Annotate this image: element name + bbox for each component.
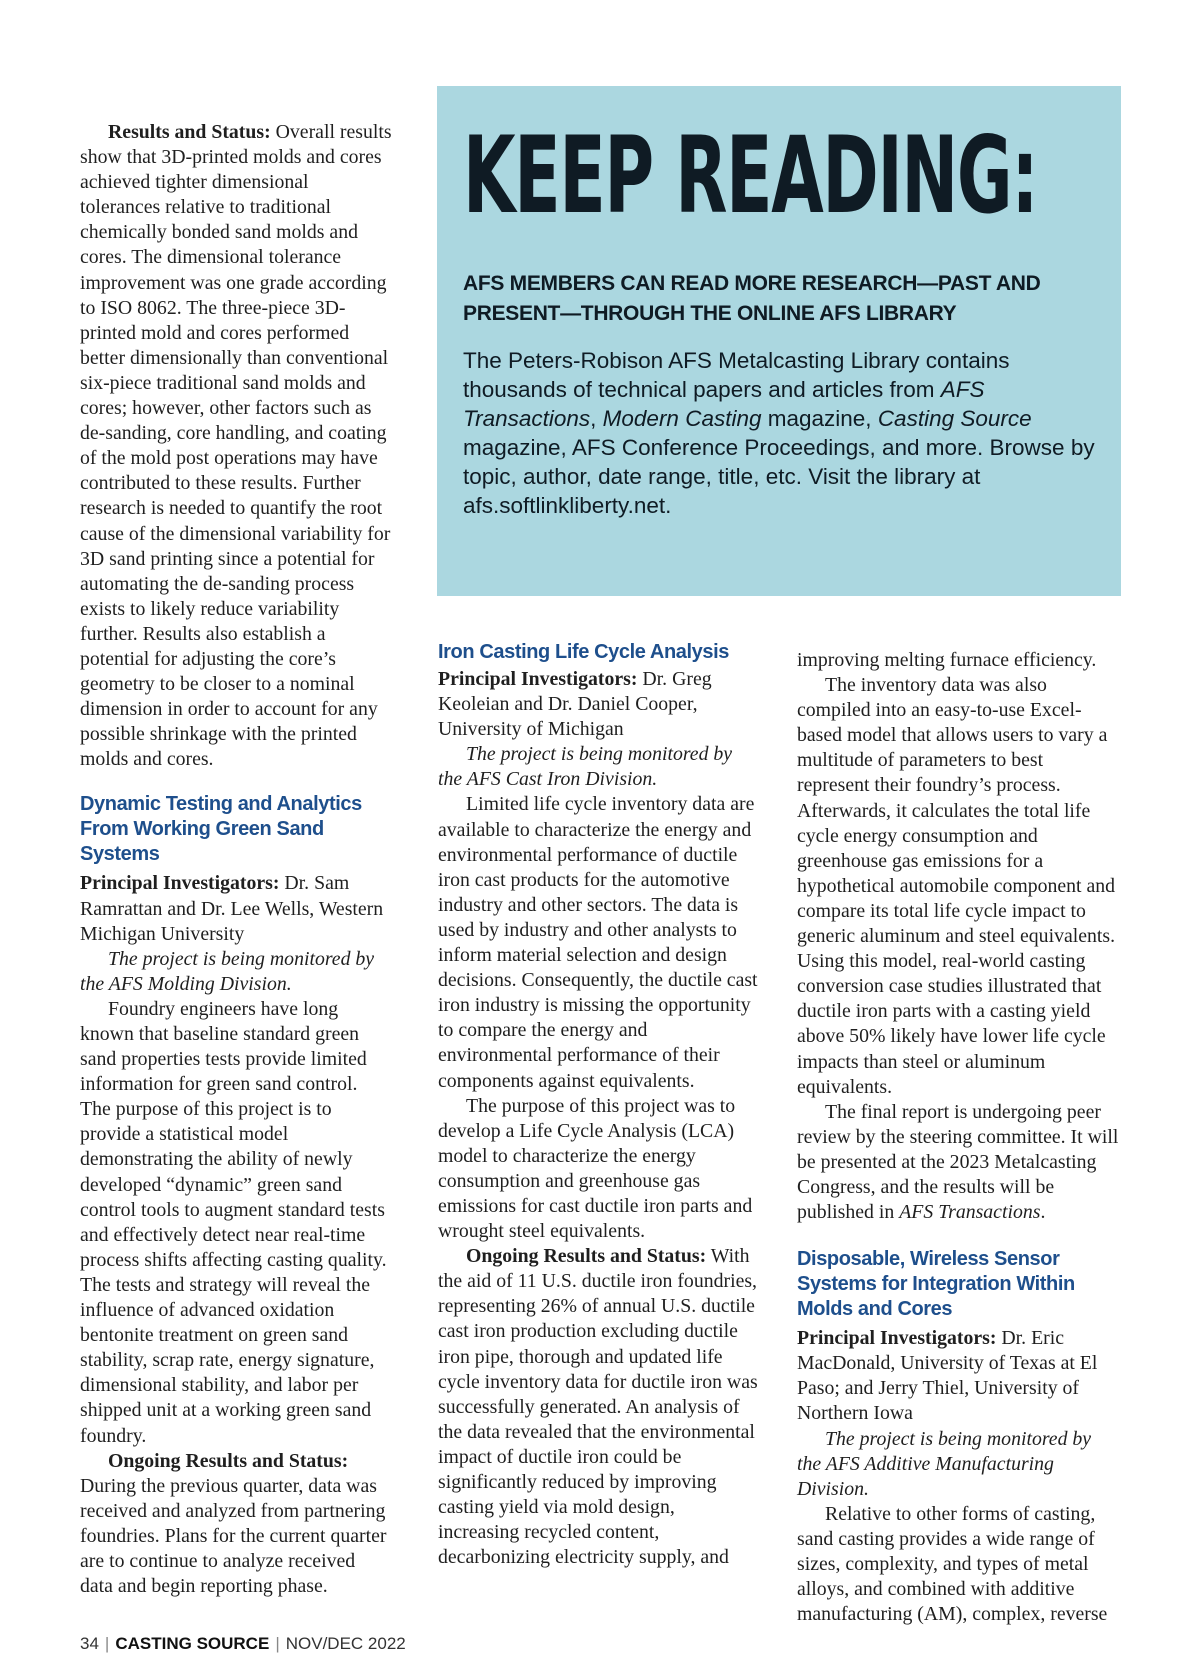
footer-separator: | — [275, 1634, 280, 1653]
article-column-1 — [80, 120, 392, 1599]
results-status-text: Overall results show that 3D-printed molds and cores achieved tighter dimensional tolerances relative to traditional chemically bonded sand molds and cores. The dimensional tolerance improvement was one grade according to ISO 8062. The three-piece 3D-printed mold and cores performed better dimensionally than conventional six-piece traditional sand molds and cores; however, other factors such as de-sanding, core handling, and coating of the mold post operations may have contributed to these results. Further research is needed to quantify the root cause of the dimensional variability for 3D sand printing since a potential for automating the de-sanding process exists to likely reduce variability further. Results also establish a potential for adjusting the core’s geometry to be closer to a nominal dimension in order to account for any possible shrinkage with the printed molds and cores. — [80, 121, 392, 771]
final-report-italic: AFS Transactions — [899, 1201, 1041, 1224]
sensor-systems-monitor: The project is being monitored by the AFS Additive Manufacturing Division. — [797, 1427, 1092, 1500]
sensor-systems-body: Relative to other forms of casting, sand casting provides a wide range of sizes, complexity, and types of metal alloys, and combined with additive manufacturing (AM), complex, reverse — [797, 1502, 1108, 1626]
keep-reading-title: KEEP READING: — [463, 114, 1038, 237]
dynamic-testing-ongoing — [80, 1449, 392, 1600]
final-report-paragraph — [797, 1100, 1119, 1225]
iron-casting-investigators — [438, 667, 760, 742]
article-column-2 — [438, 640, 760, 1570]
promo-body-italic: AFS Transactions — [463, 377, 985, 431]
investigators-lead: Principal Investigators: — [438, 668, 638, 690]
results-status-paragraph — [80, 120, 392, 772]
promo-body-italic: Casting Source — [877, 406, 1032, 431]
iron-casting-heading: Iron Casting Life Cycle Analysis — [438, 641, 729, 663]
page-footer — [80, 1634, 406, 1654]
continued-text: improving melting furnace efficiency. — [797, 649, 1097, 671]
investigators-text: Dr. Eric MacDonald, University of Texas at El Paso; and Jerry Thiel, University of Northern Iowa — [797, 1327, 1098, 1425]
dynamic-testing-investigators — [80, 871, 392, 946]
dynamic-testing-monitor: The project is being monitored by the AFS Molding Division. — [80, 947, 375, 995]
promo-body-part: magazine, AFS Conference Proceedings, and more. Browse by topic, author, date range, title, etc. Visit the library at afs.softlinkliberty.net. — [463, 435, 1095, 518]
ongoing-lead: Ongoing Results and Status: — [108, 1449, 349, 1472]
ongoing-lead: Ongoing Results and Status: — [466, 1245, 707, 1268]
iron-casting-ongoing — [438, 1244, 760, 1570]
ongoing-text: With the aid of 11 U.S. ductile iron foundries, representing 26% of annual U.S. ductile cast iron production excluding ductile iron pipe, thorough and updated life cycle inventory data for ductile iron was successfully generated. An analysis of the data revealed that the environmental impact of ductile iron could be significantly reduced by improving casting yield via mold design, increasing recycled content, decarbonizing electricity supply, and — [438, 1245, 758, 1569]
promo-body-part: , — [590, 406, 603, 431]
page-number: 34 — [80, 1634, 99, 1653]
final-report-end: . — [1040, 1201, 1046, 1224]
final-report-text: The final report is undergoing peer review by the steering committee. It will be presented at the 2023 Metalcasting Congress, and the results will be published in — [797, 1100, 1119, 1224]
promo-body-part: The Peters-Robison AFS Metalcasting Library contains thousands of technical papers and articles from — [463, 348, 1010, 402]
article-column-3 — [797, 648, 1119, 1627]
sensor-systems-heading: Disposable, Wireless Sensor Systems for Integration Within Molds and Cores — [797, 1248, 1075, 1321]
issue-date: NOV/DEC 2022 — [285, 1634, 406, 1653]
ongoing-text: During the previous quarter, data was received and analyzed from partnering foundries. Plans for the current quarter are to continue to analyze received data and begin reporting phase. — [80, 1474, 387, 1598]
investigators-lead: Principal Investigators: — [80, 872, 280, 895]
keep-reading-subtitle: AFS MEMBERS CAN READ MORE RESEARCH—PAST AND PRESENT—THROUGH THE ONLINE AFS LIBRARY — [463, 272, 1041, 325]
results-status-lead: Results and Status: — [108, 121, 271, 143]
keep-reading-body — [463, 346, 1103, 520]
promo-body-italic: Modern Casting — [602, 406, 762, 431]
iron-casting-body-1: Limited life cycle inventory data are available to characterize the energy and environmental performance of ductile iron cast products for the automotive industry and other sectors. The data is used by industry and other analysts to inform material selection and design decisions. Consequently, the ductile cast iron industry is missing the opportunity to compare the energy and environmental performance of their components against equivalents. — [438, 793, 758, 1092]
iron-casting-monitor: The project is being monitored by the AFS Cast Iron Division. — [438, 743, 733, 791]
iron-casting-body-2: The purpose of this project was to develop a Life Cycle Analysis (LCA) model to characterize the energy consumption and greenhouse gas emissions for cast ductile iron parts and wrought steel equivalents. — [438, 1094, 753, 1243]
sensor-systems-investigators — [797, 1326, 1119, 1426]
dynamic-testing-heading: Dynamic Testing and Analytics From Working Green Sand Systems — [80, 793, 362, 866]
promo-body-part: magazine, — [761, 406, 878, 431]
keep-reading-box — [437, 86, 1121, 596]
investigators-text: Dr. Greg Keoleian and Dr. Daniel Cooper, University of Michigan — [438, 668, 712, 741]
inventory-paragraph: The inventory data was also compiled into an easy-to-use Excel-based model that allows users to vary a multitude of parameters to best represent their foundry’s process. Afterwards, it calculates the total life cycle energy consumption and greenhouse gas emissions for a hypothetical automobile component and compare its total life cycle impact to generic aluminum and steel equivalents. Using this model, real-world casting conversion case studies illustrated that ductile iron parts with a casting yield above 50% likely have lower life cycle impacts than steel or aluminum equivalents. — [797, 674, 1116, 1098]
investigators-text: Dr. Sam Ramrattan and Dr. Lee Wells, Western Michigan University — [80, 872, 384, 945]
footer-separator: | — [104, 1634, 110, 1653]
investigators-lead: Principal Investigators: — [797, 1327, 997, 1350]
publication-name: CASTING SOURCE — [115, 1634, 270, 1653]
dynamic-testing-body: Foundry engineers have long known that baseline standard green sand properties tests provide limited information for green sand control. The purpose of this project is to provide a statistical model demonstrating the ability of newly developed “dynamic” green sand control tools to augment standard tests and effectively detect near real-time process shifts affecting casting quality. The tests and strategy will reveal the influence of advanced oxidation bentonite treatment on green sand stability, scrap rate, energy signature, dimensional stability, and labor per shipped unit at a working green sand foundry. — [80, 997, 387, 1447]
